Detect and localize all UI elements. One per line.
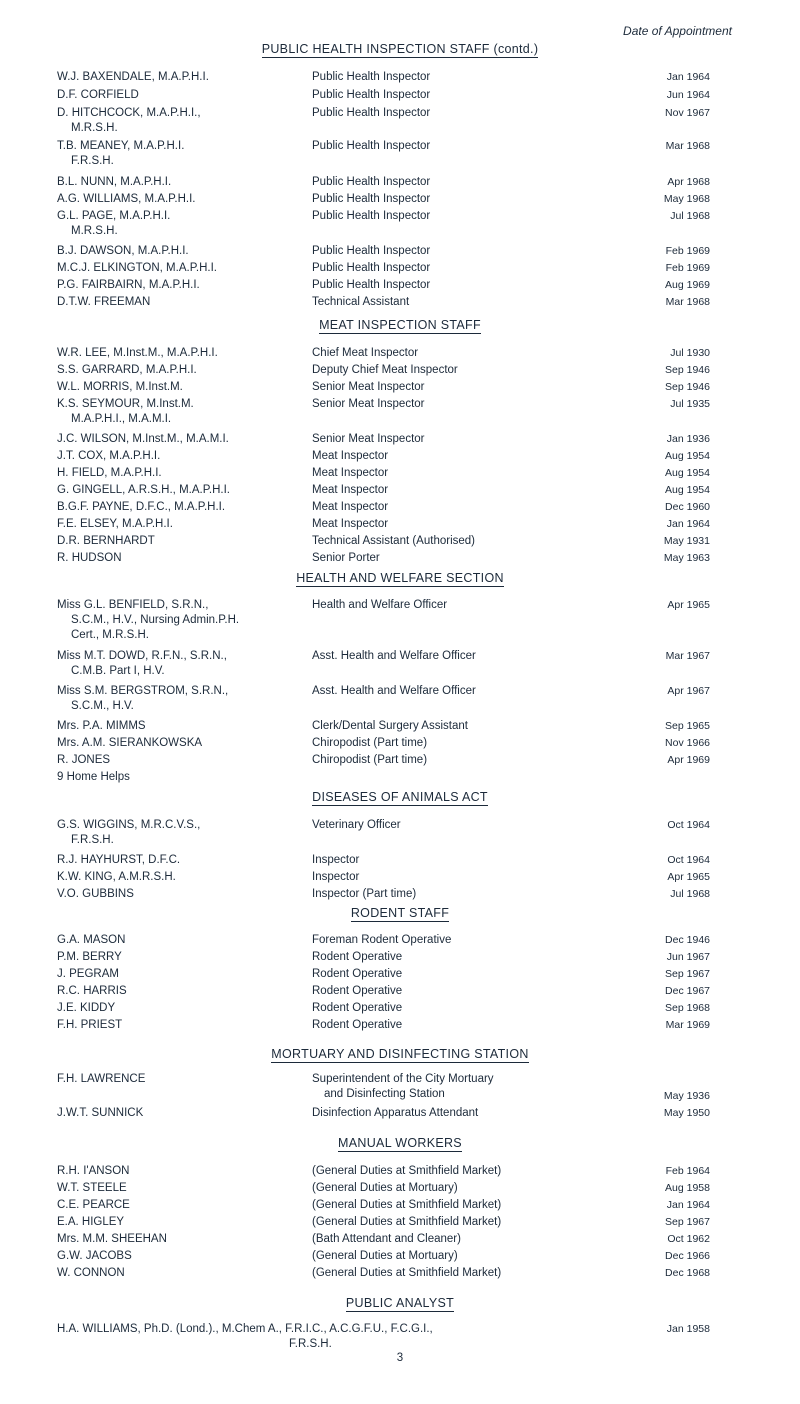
staff-role-line: Inspector (Part time) [312,888,417,900]
staff-role [312,984,602,999]
section-title-text: PUBLIC HEALTH INSPECTION STAFF (contd.) [261,42,539,56]
staff-name [57,244,312,259]
staff-name [57,363,312,378]
staff-name [57,139,312,169]
staff-role [312,1106,602,1121]
staff-role [312,649,602,664]
staff-name-line: Mrs. M.M. SHEEHAN [57,1233,167,1245]
staff-role [312,1164,602,1179]
staff-name-line: S.S. GARRARD, M.A.P.H.I. [57,364,197,376]
staff-role-line: Meat Inspector [312,467,389,479]
staff-role [312,295,602,310]
staff-name [57,598,312,643]
staff-name [57,295,312,310]
staff-name-line: G.S. WIGGINS, M.R.C.V.S., [57,819,201,831]
staff-role-line: (Bath Attendant and Cleaner) [312,1233,461,1245]
staff-name-line: Miss S.M. BERGSTROM, S.R.N., [57,685,229,697]
staff-role [312,933,602,948]
staff-name-line: J.W.T. SUNNICK [57,1107,144,1119]
appointment-date: Dec 1968 [665,1267,710,1279]
staff-role [312,175,602,190]
staff-role-line: Chief Meat Inspector [312,347,419,359]
staff-role-line: Senior Meat Inspector [312,381,425,393]
staff-name [57,261,312,276]
staff-name-line: A.G. WILLIAMS, M.A.P.H.I. [57,193,196,205]
analyst-name-line1: H.A. WILLIAMS, Ph.D. (Lond.)., M.Chem A., F.R.I.C., A.C.G.F.U., F.C.G.I., [57,1323,433,1335]
staff-role [312,1215,602,1230]
staff-name-line: J.E. KIDDY [57,1002,116,1014]
appointment-date: May 1950 [663,1107,710,1119]
staff-name [57,770,312,785]
appointment-date: Feb 1969 [665,262,710,274]
staff-name [57,736,312,751]
staff-role-line: Public Health Inspector [312,89,431,101]
staff-role-line: Health and Welfare Officer [312,599,448,611]
staff-name [57,1181,312,1196]
appointment-date: Jan 1964 [666,518,710,530]
staff-name-line: J. PEGRAM [57,968,119,980]
staff-role [312,887,602,902]
staff-role-line: Rodent Operative [312,1019,403,1031]
staff-role [312,500,602,515]
appointment-date: Jul 1930 [670,347,710,359]
staff-name [57,209,312,239]
staff-name-line: R.H. I'ANSON [57,1165,130,1177]
staff-name [57,984,312,999]
staff-name [57,1018,312,1033]
section-title [0,1136,800,1150]
staff-name [57,449,312,464]
staff-role-line: Asst. Health and Welfare Officer [312,685,476,697]
appointment-date: Aug 1969 [665,279,710,291]
staff-role [312,950,602,965]
staff-name [57,684,312,714]
staff-name [57,70,312,85]
staff-name-line: V.O. GUBBINS [57,888,134,900]
staff-role [312,551,602,566]
appointment-date: Oct 1964 [667,854,710,866]
staff-role-line: Public Health Inspector [312,210,431,222]
staff-role [312,967,602,982]
appointment-date: Dec 1967 [665,985,710,997]
staff-qualification-line: M.R.S.H. [71,225,118,237]
appointment-date: Apr 1967 [667,685,710,697]
appointment-date: Sep 1965 [665,720,710,732]
staff-name-line: H. FIELD, M.A.P.H.I. [57,467,162,479]
staff-role-line: (General Duties at Mortuary) [312,1250,458,1262]
staff-name-line: P.M. BERRY [57,951,122,963]
staff-qualification-line: M.R.S.H. [71,122,118,134]
staff-role [312,432,602,447]
staff-name [57,719,312,734]
staff-name-line: W.T. STEELE [57,1182,127,1194]
staff-role [312,192,602,207]
staff-name-line: J.C. WILSON, M.Inst.M., M.A.M.I. [57,433,229,445]
appointment-date: Jul 1968 [670,210,710,222]
section-title [0,571,800,585]
staff-name [57,950,312,965]
staff-role-line: Foreman Rodent Operative [312,934,452,946]
appointment-date: Sep 1967 [665,968,710,980]
appointment-date: Jan 1964 [666,1199,710,1211]
staff-role [312,818,602,833]
appointment-date: Jan 1964 [666,71,710,83]
staff-role-line: Superintendent of the City Mortuary [312,1073,494,1085]
staff-name-line: D.R. BERNHARDT [57,535,155,547]
staff-name [57,853,312,868]
staff-role [312,397,602,412]
staff-name [57,397,312,427]
staff-role-line: Public Health Inspector [312,107,431,119]
staff-role [312,534,602,549]
staff-role-line: Disinfection Apparatus Attendant [312,1107,479,1119]
staff-name [57,380,312,395]
staff-role [312,719,602,734]
staff-name-line: W.J. BAXENDALE, M.A.P.H.I. [57,71,209,83]
staff-name [57,551,312,566]
staff-name-line: W. CONNON [57,1267,125,1279]
staff-name-line: R.C. HARRIS [57,985,127,997]
staff-role-line: Inspector [312,871,360,883]
staff-role-line: (General Duties at Smithfield Market) [312,1199,502,1211]
staff-role [312,517,602,532]
section-title [0,318,800,332]
staff-role-line: Veterinary Officer [312,819,401,831]
staff-role-line: Rodent Operative [312,985,403,997]
staff-role-line: Rodent Operative [312,951,403,963]
staff-name [57,1106,312,1121]
staff-role-line: Public Health Inspector [312,245,431,257]
staff-role-line: (General Duties at Mortuary) [312,1182,458,1194]
staff-name-line: K.W. KING, A.M.R.S.H. [57,871,176,883]
staff-name [57,933,312,948]
appointment-date: Oct 1964 [667,819,710,831]
staff-name [57,278,312,293]
appointment-date: Aug 1954 [665,467,710,479]
staff-name [57,1198,312,1213]
appointment-date: Mar 1967 [665,650,710,662]
staff-role [312,598,602,613]
staff-name-line: 9 Home Helps [57,771,130,783]
staff-name-line: F.H. PRIEST [57,1019,123,1031]
appointment-date: Dec 1966 [665,1250,710,1262]
staff-name-line: M.C.J. ELKINGTON, M.A.P.H.I. [57,262,217,274]
appointment-date: Dec 1960 [665,501,710,513]
staff-name-line: Mrs. A.M. SIERANKOWSKA [57,737,203,749]
staff-role [312,209,602,224]
staff-role [312,466,602,481]
staff-role [312,380,602,395]
staff-role-line: Technical Assistant (Authorised) [312,535,475,547]
page-number: 3 [396,1352,404,1364]
staff-name [57,466,312,481]
section-title-text: RODENT STAFF [350,906,450,920]
staff-name [57,887,312,902]
staff-name [57,1249,312,1264]
staff-role [312,753,602,768]
staff-role-line: Meat Inspector [312,450,389,462]
staff-name [57,1164,312,1179]
staff-name [57,1232,312,1247]
section-title [0,906,800,920]
staff-name-line: K.S. SEYMOUR, M.Inst.M. [57,398,194,410]
appointment-date: May 1936 [663,1090,710,1102]
staff-name [57,483,312,498]
staff-role [312,736,602,751]
staff-name-line: G.A. MASON [57,934,126,946]
section-title [0,1047,800,1061]
appointment-date: May 1963 [663,552,710,564]
appointment-date: Sep 1946 [665,381,710,393]
staff-role [312,684,602,699]
appointment-date: Apr 1965 [667,871,710,883]
staff-role [312,106,602,121]
appointment-date: Jul 1935 [670,398,710,410]
staff-name-line: G.W. JACOBS [57,1250,132,1262]
staff-name-line: F.H. LAWRENCE [57,1073,146,1085]
staff-role [312,870,602,885]
staff-role [312,853,602,868]
staff-role-line: Meat Inspector [312,484,389,496]
staff-name [57,649,312,679]
staff-role-line: Chiropodist (Part time) [312,737,428,749]
staff-name-line: R.J. HAYHURST, D.F.C. [57,854,181,866]
staff-role-line: (General Duties at Smithfield Market) [312,1267,502,1279]
staff-qualification-line: F.R.S.H. [71,155,114,167]
staff-role [312,1072,602,1102]
staff-role [312,139,602,154]
staff-name-line: D.F. CORFIELD [57,89,139,101]
staff-role-line: Public Health Inspector [312,262,431,274]
staff-name-line: P.G. FAIRBAIRN, M.A.P.H.I. [57,279,200,291]
appointment-date: Jan 1936 [666,433,710,445]
staff-name [57,870,312,885]
staff-name [57,967,312,982]
staff-name-line: R. HUDSON [57,552,122,564]
appointment-date: Aug 1954 [665,484,710,496]
appointment-date: Mar 1968 [665,296,710,308]
staff-name-line: Mrs. P.A. MIMMS [57,720,146,732]
staff-name [57,753,312,768]
appointment-date: Aug 1958 [665,1182,710,1194]
staff-role-line: Deputy Chief Meat Inspector [312,364,458,376]
section-title [0,1296,800,1310]
appointment-date: Feb 1969 [665,245,710,257]
staff-role-line: Technical Assistant [312,296,410,308]
staff-name [57,818,312,848]
staff-role-line: Meat Inspector [312,501,389,513]
staff-role-line: Rodent Operative [312,968,403,980]
section-title-text: HEALTH AND WELFARE SECTION [296,571,504,585]
staff-role [312,449,602,464]
section-title-text: MEAT INSPECTION STAFF [319,318,481,332]
staff-name [57,106,312,136]
staff-role [312,70,602,85]
staff-role-line: Public Health Inspector [312,279,431,291]
staff-name-line: E.A. HIGLEY [57,1216,125,1228]
staff-name-line: Miss G.L. BENFIELD, S.R.N., [57,599,209,611]
staff-role [312,346,602,361]
staff-name [57,1215,312,1230]
section-title-text: PUBLIC ANALYST [345,1296,455,1310]
staff-name [57,1266,312,1281]
staff-role-line: Public Health Inspector [312,193,431,205]
appointment-date: Jan 1958 [666,1323,710,1335]
staff-name-line: W.R. LEE, M.Inst.M., M.A.P.H.I. [57,347,218,359]
section-title-text: MORTUARY AND DISINFECTING STATION [271,1047,529,1061]
staff-name-line: F.E. ELSEY, M.A.P.H.I. [57,518,173,530]
appointment-date: May 1931 [663,535,710,547]
staff-role-line: Public Health Inspector [312,71,431,83]
appointment-date: Apr 1969 [667,754,710,766]
staff-role-line: Inspector [312,854,360,866]
date-of-appointment-label: Date of Appointment [623,24,732,38]
appointment-date: Sep 1946 [665,364,710,376]
staff-role [312,1232,602,1247]
appointment-date: Jun 1964 [666,89,710,101]
appointment-date: Feb 1964 [665,1165,710,1177]
appointment-date: Apr 1965 [667,599,710,611]
staff-role-line: Asst. Health and Welfare Officer [312,650,476,662]
appointment-date: Sep 1968 [665,1002,710,1014]
staff-role [312,363,602,378]
staff-role-line: Senior Porter [312,552,380,564]
staff-name [57,175,312,190]
staff-role [312,1018,602,1033]
staff-name [57,500,312,515]
section-title-text: MANUAL WORKERS [338,1136,462,1150]
staff-name-line: D. HITCHCOCK, M.A.P.H.I., [57,107,201,119]
appointment-date: Nov 1966 [665,737,710,749]
staff-role-line: Meat Inspector [312,518,389,530]
staff-name-line: W.L. MORRIS, M.Inst.M. [57,381,183,393]
appointment-date: Jul 1968 [670,888,710,900]
appointment-date: Jun 1967 [666,951,710,963]
staff-role [312,1001,602,1016]
staff-name-line: C.E. PEARCE [57,1199,130,1211]
staff-name [57,1322,617,1352]
staff-qualification-line: Cert., M.R.S.H. [71,629,149,641]
section-title-text: DISEASES OF ANIMALS ACT [312,790,488,804]
staff-name-line: G.L. PAGE, M.A.P.H.I. [57,210,171,222]
section-title [0,790,800,804]
staff-name [57,1001,312,1016]
staff-role [312,483,602,498]
staff-role-line: Clerk/Dental Surgery Assistant [312,720,468,732]
appointment-date: Apr 1968 [667,176,710,188]
staff-name-line: B.L. NUNN, M.A.P.H.I. [57,176,172,188]
staff-name [57,534,312,549]
staff-role-line: Senior Meat Inspector [312,398,425,410]
staff-role [312,88,602,103]
staff-name [57,1072,312,1087]
staff-qualification-line: M.A.P.H.I., M.A.M.I. [71,413,172,425]
staff-name-line: B.G.F. PAYNE, D.F.C., M.A.P.H.I. [57,501,226,513]
staff-name [57,192,312,207]
staff-qualification-line: F.R.S.H. [71,834,114,846]
staff-name [57,346,312,361]
staff-role-line: Public Health Inspector [312,176,431,188]
staff-role [312,261,602,276]
appointment-date: Mar 1968 [665,140,710,152]
staff-role [312,1181,602,1196]
staff-role-line: Public Health Inspector [312,140,431,152]
staff-name-line: Miss M.T. DOWD, R.F.N., S.R.N., [57,650,227,662]
staff-name-line: G. GINGELL, A.R.S.H., M.A.P.H.I. [57,484,230,496]
staff-role [312,1198,602,1213]
staff-name-line: B.J. DAWSON, M.A.P.H.I. [57,245,189,257]
staff-role [312,1266,602,1281]
staff-name-line: R. JONES [57,754,111,766]
staff-name [57,432,312,447]
staff-name-line: T.B. MEANEY, M.A.P.H.I. [57,140,185,152]
staff-name-line: D.T.W. FREEMAN [57,296,151,308]
staff-qualification-line: S.C.M., H.V., Nursing Admin.P.H. [71,614,240,626]
staff-role [312,244,602,259]
staff-role-line: (General Duties at Smithfield Market) [312,1216,502,1228]
staff-role-line: Chiropodist (Part time) [312,754,428,766]
section-title [0,42,800,56]
appointment-date: Aug 1954 [665,450,710,462]
staff-qualification-line: C.M.B. Part I, H.V. [71,665,165,677]
appointment-date: Mar 1969 [665,1019,710,1031]
appointment-date: Nov 1967 [665,107,710,119]
appointment-date: May 1968 [663,193,710,205]
staff-name-line: J.T. COX, M.A.P.H.I. [57,450,161,462]
appointment-date: Oct 1962 [667,1233,710,1245]
appointment-date: Dec 1946 [665,934,710,946]
staff-role-line: and Disinfecting Station [324,1088,445,1100]
staff-role [312,1249,602,1264]
analyst-name-line2: F.R.S.H. [289,1338,332,1350]
staff-role-line: Rodent Operative [312,1002,403,1014]
staff-name [57,517,312,532]
staff-role [312,278,602,293]
staff-role-line: Senior Meat Inspector [312,433,425,445]
staff-name [57,88,312,103]
staff-role-line: (General Duties at Smithfield Market) [312,1165,502,1177]
staff-qualification-line: S.C.M., H.V. [71,700,134,712]
appointment-date: Sep 1967 [665,1216,710,1228]
